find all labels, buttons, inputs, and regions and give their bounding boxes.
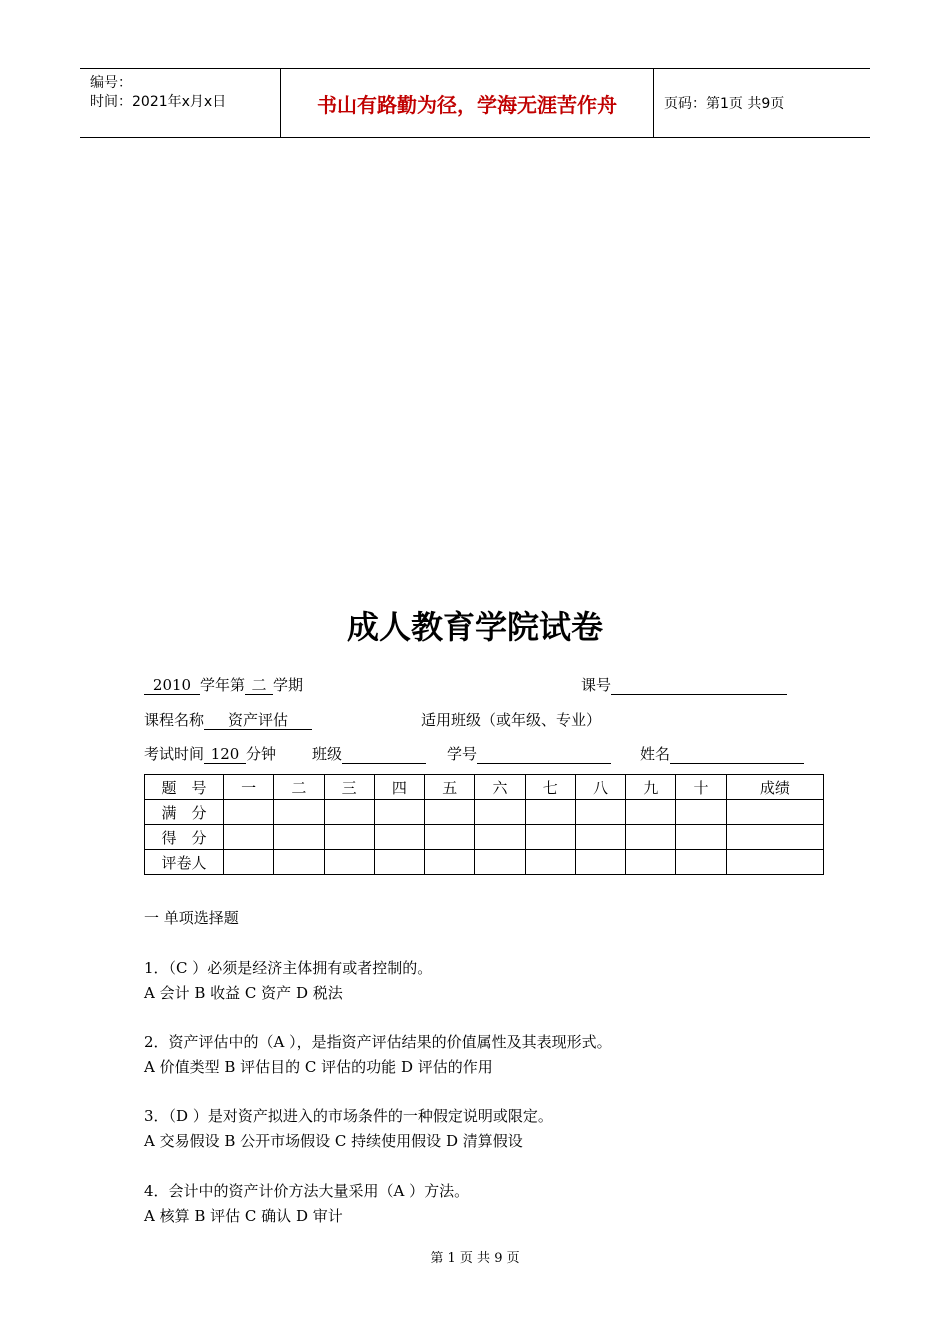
student-no-line <box>447 743 611 764</box>
score-cell[interactable] <box>324 825 374 850</box>
row-header: 满 分 <box>145 800 224 825</box>
name-field[interactable] <box>670 746 804 764</box>
col-header: 八 <box>575 775 625 800</box>
course-name-value: 资产评估 <box>204 712 312 730</box>
question-options: A 核算 B 评估 C 确认 D 审计 <box>144 1207 343 1225</box>
score-cell[interactable] <box>525 850 575 875</box>
year-value: 2010 <box>144 677 200 695</box>
score-cell[interactable] <box>374 850 424 875</box>
number-label: 编号： <box>90 75 132 91</box>
row-header: 得 分 <box>145 825 224 850</box>
score-cell[interactable] <box>575 825 625 850</box>
score-cell[interactable] <box>525 825 575 850</box>
question-options: A 会计 B 收益 C 资产 D 税法 <box>144 984 343 1002</box>
score-row-full-marks <box>145 800 824 825</box>
section-title: 一 单项选择题 <box>144 909 239 927</box>
course-no-field[interactable] <box>611 677 787 695</box>
class-field[interactable] <box>342 746 426 764</box>
header-page-info: 页码：第1页 共9页 <box>664 96 785 112</box>
course-name-label: 课程名称 <box>144 711 205 729</box>
col-header: 五 <box>425 775 475 800</box>
score-cell[interactable] <box>324 850 374 875</box>
score-table <box>144 774 824 875</box>
question-stem: 1．（C ）必须是经济主体拥有或者控制的。 <box>144 959 433 977</box>
score-cell[interactable] <box>676 825 726 850</box>
name-line <box>640 743 804 764</box>
score-row-grader <box>145 850 824 875</box>
score-cell[interactable] <box>626 850 676 875</box>
score-cell[interactable] <box>274 800 324 825</box>
score-cell[interactable] <box>676 800 726 825</box>
class-scope-label: 适用班级（或年级、专业） <box>421 711 602 729</box>
score-cell[interactable] <box>475 825 525 850</box>
score-cell[interactable] <box>726 825 823 850</box>
course-no-label: 课号 <box>581 676 612 694</box>
header-meta <box>80 69 281 137</box>
course-name-line <box>144 709 312 730</box>
col-header: 成绩 <box>726 775 823 800</box>
score-cell[interactable] <box>575 850 625 875</box>
score-cell[interactable] <box>575 800 625 825</box>
score-cell[interactable] <box>274 850 324 875</box>
header-motto: 书山有路勤为径，学海无涯苦作舟 <box>281 69 654 137</box>
score-cell[interactable] <box>224 825 274 850</box>
row-header: 评卷人 <box>145 850 224 875</box>
score-cell[interactable] <box>525 800 575 825</box>
score-cell[interactable] <box>374 800 424 825</box>
score-cell[interactable] <box>425 800 475 825</box>
page-header <box>80 68 870 138</box>
exam-time-value: 120 <box>204 746 246 764</box>
score-cell[interactable] <box>626 825 676 850</box>
student-no-label: 学号 <box>447 745 478 763</box>
score-cell[interactable] <box>676 850 726 875</box>
col-header: 十 <box>676 775 726 800</box>
score-cell[interactable] <box>224 800 274 825</box>
page-footer: 第 1 页 共 9 页 <box>430 1251 520 1266</box>
score-cell[interactable] <box>224 850 274 875</box>
col-header: 四 <box>374 775 424 800</box>
question-stem: 4．会计中的资产计价方法大量采用（A ）方法。 <box>144 1182 470 1200</box>
class-label: 班级 <box>312 745 343 763</box>
score-cell[interactable] <box>274 825 324 850</box>
question-options: A 交易假设 B 公开市场假设 C 持续使用假设 D 清算假设 <box>144 1132 523 1150</box>
course-no-line <box>581 674 787 695</box>
term-value: 二 <box>245 677 273 695</box>
question-stem: 3．（D ）是对资产拟进入的市场条件的一种假定说明或限定。 <box>144 1107 553 1125</box>
score-cell[interactable] <box>626 800 676 825</box>
score-cell[interactable] <box>726 800 823 825</box>
score-cell[interactable] <box>425 825 475 850</box>
exam-title: 成人教育学院试卷 <box>346 608 603 646</box>
name-label: 姓名 <box>640 745 671 763</box>
term-line <box>144 674 303 695</box>
col-header: 题 号 <box>145 775 224 800</box>
exam-time-line <box>144 743 276 764</box>
term-suffix: 学期 <box>273 676 304 694</box>
col-header: 九 <box>626 775 676 800</box>
time-label: 时间：2021年x月x日 <box>90 94 227 110</box>
score-cell[interactable] <box>374 825 424 850</box>
score-cell[interactable] <box>726 850 823 875</box>
student-no-field[interactable] <box>477 746 611 764</box>
col-header: 二 <box>274 775 324 800</box>
minutes-label: 分钟 <box>246 745 277 763</box>
col-header: 七 <box>525 775 575 800</box>
question-options: A 价值类型 B 评估目的 C 评估的功能 D 评估的作用 <box>144 1058 493 1076</box>
score-cell[interactable] <box>475 850 525 875</box>
col-header: 三 <box>324 775 374 800</box>
score-header-row <box>145 775 824 800</box>
year-suffix: 学年第 <box>200 676 246 694</box>
score-cell[interactable] <box>425 850 475 875</box>
question-stem: 2．资产评估中的（A ），是指资产评估结果的价值属性及其表现形式。 <box>144 1033 612 1051</box>
exam-time-label: 考试时间 <box>144 745 205 763</box>
score-cell[interactable] <box>475 800 525 825</box>
class-line <box>312 743 426 764</box>
score-cell[interactable] <box>324 800 374 825</box>
score-row-obtained <box>145 825 824 850</box>
col-header: 一 <box>224 775 274 800</box>
col-header: 六 <box>475 775 525 800</box>
